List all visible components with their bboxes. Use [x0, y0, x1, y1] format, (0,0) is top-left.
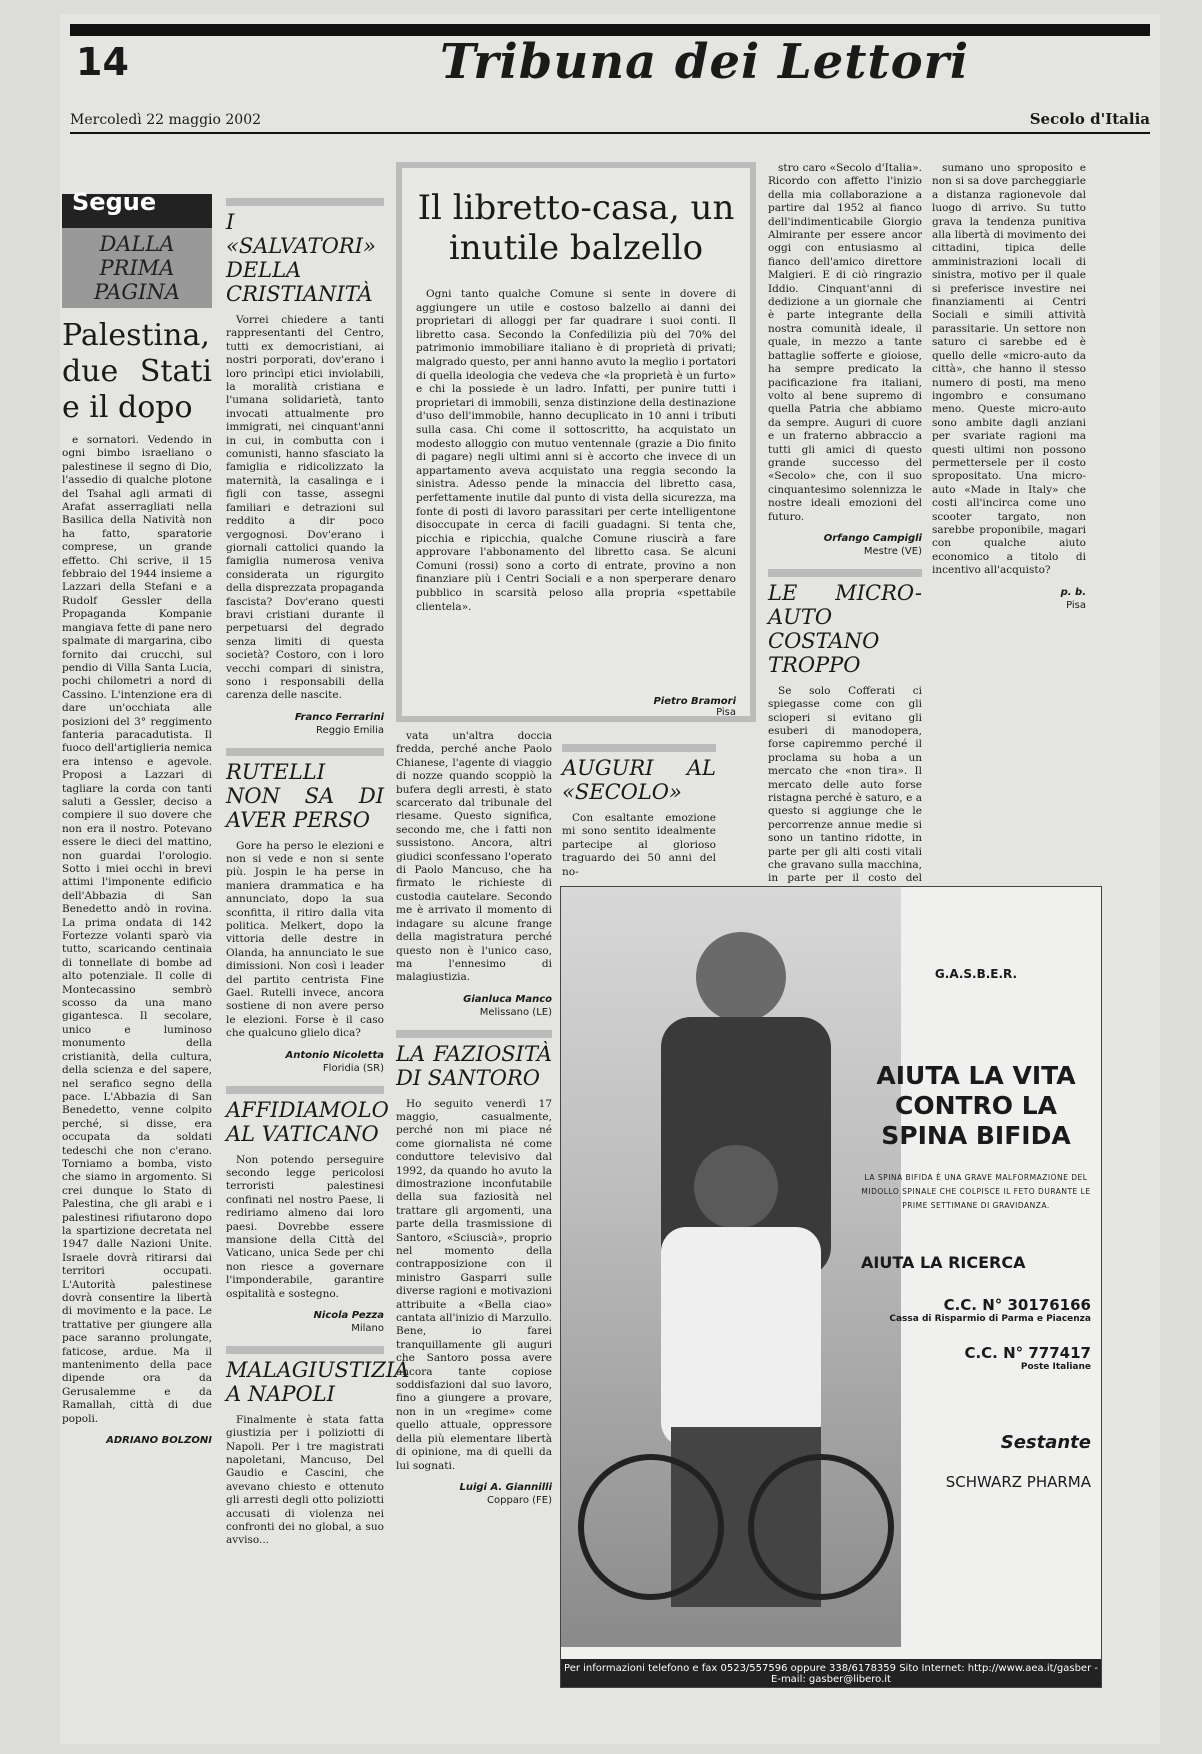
letter-body: Non potendo perseguire secondo legge pericolosi terroristi palestinesi confinati nel nostro Paese, li rediriamo almeno dai loro paesi. Dovrebbe essere mansione della Città del Vaticano, unica Sede per chi non riesce a governare l'imponderabile, garantire ospitalità e sostegno.: [226, 1153, 384, 1300]
letter-signature: Gianluca Manco: [463, 993, 552, 1005]
column-palestina: [62, 188, 212, 1724]
ad-photo-illustration: [561, 887, 901, 1647]
letter-signature: Franco Ferrarini: [294, 711, 384, 723]
feature-title: Il libretto-casa, un inutile balzello: [417, 188, 735, 268]
letter-body: Ho seguito venerdì 17 maggio, casualmente, perché non mi piace né come giornalista né come conduttore televisivo dal 1992, da quando ho avuto la dimostrazione inconfutabile della sua faziosità nel trattare gli argomenti, una parte della trasmissione di Santoro, «Sciuscià», proprio nel momento della contrapposizione con il ministro Gasparri sulle diverse ragioni e motivazioni attribuite a «Bella ciao» cantata all'inizio di Marzullo. Bene, io farei tranquillamente gli auguri che Santoro possa avere ancora tante copiose soddisfazioni dal suo lavoro, fino a giungere a provare, non in un «regime» come quello attuale, oppressore della più elementare libertà di opinione, ma di quelli da lui sognati.: [396, 1097, 552, 1472]
letter-body: Gore ha perso le elezioni e non si vede e non si sente più. Jospin le ha perse in maniera drammatica e ha annunciato, dopo la sua sconfitta, il ritiro dalla vita politica. Melkert, dopo la vittoria delle destre in Olanda, ha annunciato le sue dimissioni. Non così i leader del partito centrista Fine Gael. Rutelli invece, ancora sostiene di non avere perso le elezioni. Forse è il caso che qualcuno glielo dica?: [226, 839, 384, 1040]
article-title: Palestina, due Stati e il dopo: [62, 318, 212, 425]
section-title: Tribuna dei Lettori: [440, 34, 970, 90]
ad-bank: Cassa di Risparmio di Parma e Piacenza: [889, 1314, 1091, 1324]
ad-sponsor-2: SCHWARZ PHARMA: [945, 1473, 1091, 1491]
segue-subtitle: DALLA PRIMA PAGINA: [62, 228, 212, 308]
paper-name: Secolo d'Italia: [1029, 110, 1150, 128]
letter-location: Reggio Emilia: [316, 725, 384, 737]
page-number: 14: [76, 40, 129, 84]
ad-post: Poste Italiane: [1020, 1362, 1091, 1372]
column-letters-3: [396, 730, 552, 1730]
column-letters-5: [768, 162, 922, 885]
ad-headline: AIUTA LA VITA CONTRO LA SPINA BIFIDA: [876, 1061, 1076, 1150]
letter-title: MALAGIUSTIZIA A NAPOLI: [226, 1346, 384, 1406]
ad-research: AIUTA LA RICERCA: [861, 1253, 1026, 1272]
letter-signature: Nicola Pezza: [313, 1309, 384, 1321]
ad-text-block: [861, 897, 1091, 1491]
letter-signature: p. b.: [1060, 586, 1086, 598]
letter-title: LE MICRO-AUTO COSTANO TROPPO: [768, 569, 922, 677]
letter-location: Floridia (SR): [322, 1063, 384, 1075]
article-body: e sornatori. Vedendo in ogni bimbo israeliano o palestinese il segno di Dio, l'assedio di qualche plotone del Tsahal agli armati di Arafat asserragliati nella Basilica della Natività non ha fatto, sparatorie comprese, un grande effetto. Chi scrive, il 15 febbraio del 1944 insieme a Lazzari della Stefani e a Rudolf Gessler della Propaganda Kompanie mangiava fette di pane nero spalmate di margarina, cibo fornito dai crucchi, sul pendio di Villa Santa Lucia, pochi chilometri a nord di Cassino. L'intenzione era di dare un'occhiata alle posizioni del 3° reggimento fanteria paracadutista. Il fuoco dell'artiglieria nemica era intenso e agevole. Proposi a Lazzari di tagliare la corda con tanti saluti a Gessler, deciso a compiere il suo dovere che non era il nostro. Potevano essere le dieci del mattino, non guardai l'orologio. Sotto i miei occhi in brevi attimi l'imponente edificio dell'Abbazia di San Benedetto andò in rovina. La prima ondata di 142 Fortezze volanti sparò via tutto, scaricando centinaia di tonnellate di bombe ad alto potenziale. Il colle di Montecassino sembrò scosso da una mano gigantesca. Il secolare, unico e luminoso monumento della cristianità, della cultura, della scienza e del sapere, nel serafico segno della pace. L'Abbazia di San Benedetto, venne colpito perché, si disse, era occupata da soldati tedeschi che non c'erano. Torniamo a bomba, visto che siamo in argomento. Si crei dunque lo Stato di Palestina, che gli arabi e i palestinesi rifiutarono dopo la spartizione decretata nel 1947 dalle Nazioni Unite. Israele dovrà ritirarsi dai territori occupati. L'Autorità palestinese dovrà consentire la libertà di movimento e la pace. Le trattative per giungere alla pace saranno prolungate, faticose, ardue. Ma il mantenimento della pace dipende ora da Gerusalemme e da Ramallah, città di due popoli.: [62, 434, 212, 1425]
letter-body: Con esaltante emozione mi sono sentito idealmente partecipe al glorioso traguardo dei 50 anni del no-: [562, 812, 716, 878]
letter-title: AFFIDIAMOLO AL VATICANO: [226, 1086, 384, 1146]
letter-title: RUTELLI NON SA DI AVER PERSO: [226, 748, 384, 832]
feature-box: [396, 162, 756, 722]
letter-body: sumano uno sproposito e non si sa dove parcheggiarle a distanza ragionevole dal luogo di arrivo. Su tutto grava la tendenza punitiva alla libertà di movimento dei cittadini, tipica delle amministrazioni locali di sinistra, motivo per il quale si preferisce investire nei finanziamenti ai Centri Sociali e simili attività parassitarie. Un settore non saturo ci sarebbe ed è quello delle «micro-auto da città», che hanno il stesso numero di posti, ma meno ingombro e consumano meno. Queste micro-auto sono ambite dagli anziani per svariate ragioni ma questi ultimi non possono permettersele per il costo spropositato. Una micro-auto «Made in Italy» che costi all'incirca come uno scooter targato, non sarebbe proponibile, magari con qualche aiuto economico a titolo di incentivo all'acquisto?: [932, 162, 1086, 577]
column-letters-6: [932, 162, 1086, 882]
letter-location: Mestre (VE): [863, 546, 922, 558]
feature-body: Ogni tanto qualche Comune si sente in dovere di aggiungere un utile e costoso balzello ai danni dei proprietari di alloggi per far quadrare i suoi conti. Il libretto casa. Secondo la Confedilizia più del 70% del patrimonio immobiliare italiano è di proprietà di privati; malgrado questo, per anni hanno avuto la meglio i portatori di quella ideologia che vedeva che «la proprietà è un furto» e chi la possiede è un ladro. Infatti, per punire tutti i proprietari di immobili, senza distinzione della destinazione d'uso dell'immobile, hanno decuplicato in 10 anni i tributi sulla casa. Chi come il sottoscritto, ha acquistato un modesto alloggio con mutuo ventennale (grazie a Dio finito di pagare) negli ultimi anni si è accorto che invece di un appartamento aveva acquistato una reggia secondo la sinistra. Adesso pende la minaccia del libretto casa, perfettamente inutile dal punto di vista della sicurezza, ma fonte di posti di lavoro parassitari per certe intelligentone disoccupate in cerca di facili guadagni. Si tenta che, picchia e ripicchia, qualche Comune riuscirà a fare approvare l'abbonamento del libretto casa. Se alcuni Comuni (rossi) sono a corto di entrate, provino a non finanziare più i Centri Sociali e a non sperperare denaro pubblico in scarsità peloso alla propria «spettabile clientela».: [416, 288, 736, 613]
ad-account-1: C.C. N° 30176166: [943, 1296, 1091, 1314]
letter-body: vata un'altra doccia fredda, perché anche Paolo Chianese, l'agente di viaggio di nozze quando scoppiò la bufera degli arresti, è stato scarcerato dal tribunale del riesame. Questo significa, secondo me, che i fatti non sussistono. Ancora, altri giudici sconfessano l'operato di Paolo Mancuso, che ha firmato le richieste di custodia cautelare. Secondo me è arrivato il momento di indagare su alcune frange della magistratura perché questo non è l'unico caso, ma l'ennesimo di malagiustizia.: [396, 730, 552, 984]
ad-logo: G.A.S.B.E.R.: [934, 967, 1018, 981]
letter-title: I «SALVATORI» DELLA CRISTIANITÀ: [226, 198, 384, 306]
letter-body: Finalmente è stata fatta giustizia per i poliziotti di Napoli. Per i tre magistrati napoletani, Mancuso, Del Gaudio e Cascini, che avevano chiesto e ottenuto gli arresti degli otto poliziotti accusati di violenza nei confronti dei no global, a suo avviso...: [226, 1413, 384, 1547]
article-signature: ADRIANO BOLZONI: [106, 1435, 212, 1447]
letter-body: Vorrei chiedere a tanti rappresentanti del Centro, tutti ex democristiani, ai nostri porporati, dov'erano i loro princìpi etici inviolabili, la moralità cristiana e l'umana solidarietà, tanto invocati attualmente pro immigrati, nei cinquant'anni in cui, in combutta con i comunisti, hanno sfasciato la famiglia e ridicolizzato la maternità, la casalinga e i figli con tasse, assegni familiari e detrazioni sul reddito a dir poco vergognosi. Dov'erano i giornali cattolici quando la famiglia numerosa veniva considerata un rigurgito della disprezzata propaganda fascista? Dov'erano questi bravi cristiani durante il perpetuarsi del degrado senza limiti di questa società? Costoro, con i loro vecchi compari di sinistra, sono i responsabili della carenza delle nascite.: [226, 314, 384, 702]
letter-body: Se solo Cofferati ci spiegasse come con gli scioperi si evitano gli esuberi di manodopera, forse capiremmo perché il proclama su hoba a un mercato che «non tira». Il mercato delle auto forse ristagna perché è saturo, e a questo si aggiunge che le percorrenze annue medie si sono un tantino ridotte, in parte per gli alti costi vitali che gravano sulla macchina, in parte per il costo del: [768, 684, 922, 885]
letter-location: Milano: [351, 1323, 384, 1335]
letter-location: Copparo (FE): [487, 1495, 552, 1507]
letter-signature: Orfango Campigli: [823, 532, 922, 544]
feature-body-wrap: [416, 288, 736, 688]
letter-body: stro caro «Secolo d'Italia». Ricordo con affetto l'inizio della mia collaborazione a partire dal 1952 al fianco dell'indimenticabile Giorgio Almirante per essere ancor oggi con entusiasmo al fianco dell'amico direttore Malgieri. E di ciò ringrazio Iddio. Cinquant'anni di dedizione a un giornale che è parte integrante della nostra comunità ideale, il quale, in mezzo a tante battaglie sofferte e gioiose, ha sempre predicato la pacificazione fra italiani, volto al bene supremo di quella Patria che abbiamo da sempre. Auguri di cuore e un fraterno abbraccio a tutti gli amici di questo grande successo del «Secolo» che, con il suo cinquantesimo solennizza le nostre ideali emozioni del futuro.: [768, 162, 922, 523]
letter-location: Pisa: [1066, 600, 1086, 611]
segue-label: Segue: [62, 194, 212, 228]
ad-photo: [561, 887, 901, 1647]
newspaper-page: [60, 14, 1160, 1744]
ad-footer: Per informazioni telefono e fax 0523/557596 oppure 338/6178359 Sito Internet: http://www.aea.it/gasber - E-mail: gasber@libero.it: [561, 1659, 1101, 1687]
ad-sponsor-1: Sestante: [1000, 1432, 1091, 1453]
ad-account-2: C.C. N° 777417: [964, 1344, 1091, 1362]
column-letters-2: [226, 198, 410, 1728]
ad-body: LA SPINA BIFIDA È UNA GRAVE MALFORMAZIONE DEL MIDOLLO SPINALE CHE COLPISCE IL FETO DURANTE LE PRIME SETTIMANE DI GRAVIDANZA.: [861, 1173, 1091, 1210]
letter-signature: Antonio Nicoletta: [285, 1049, 384, 1061]
letter-title: LA FAZIOSITÀ DI SANTORO: [396, 1030, 552, 1090]
letter-location: Melissano (LE): [479, 1007, 552, 1019]
feature-location: Pisa: [716, 707, 736, 718]
issue-date: Mercoledì 22 maggio 2002: [70, 112, 262, 128]
letter-signature: Luigi A. Giannilli: [459, 1481, 552, 1493]
feature-signature: Pietro Bramori: [653, 696, 736, 707]
column-auguri: [562, 744, 716, 878]
dateline: [70, 110, 1150, 134]
advertisement: [560, 886, 1102, 1688]
letter-title: AUGURI AL «SECOLO»: [562, 744, 716, 804]
